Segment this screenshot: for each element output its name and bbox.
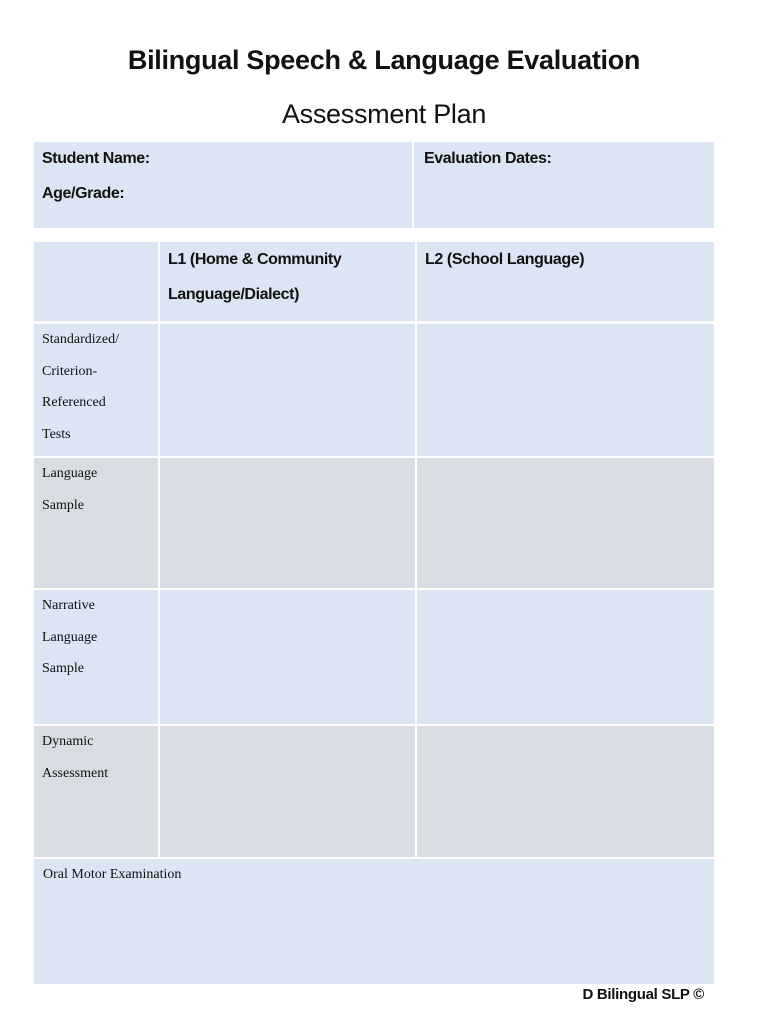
l1-header-line2: Language/Dialect) bbox=[168, 286, 300, 303]
oral-motor-label: Oral Motor Examination bbox=[43, 867, 182, 882]
l1-narrative-cell[interactable] bbox=[160, 590, 415, 724]
table-row-label-cell bbox=[34, 324, 158, 456]
row-label-language-sample bbox=[42, 458, 154, 521]
row-label-line: Tests bbox=[42, 426, 71, 442]
row-label-line: Language bbox=[42, 629, 98, 645]
header-l1-cell bbox=[160, 242, 415, 321]
student-name-label: Student Name: bbox=[42, 150, 150, 167]
l2-dynamic-cell[interactable] bbox=[417, 726, 714, 857]
l2-header: L2 (School Language) bbox=[425, 251, 585, 268]
row-label-line: Sample bbox=[42, 497, 84, 513]
assessment-plan-table bbox=[34, 242, 714, 984]
table-row-label-cell bbox=[34, 458, 158, 588]
row-label-line: Standardized/ bbox=[42, 332, 119, 347]
footer-credit: D Bilingual SLP © bbox=[582, 986, 704, 1003]
header-l2-cell bbox=[417, 242, 714, 321]
row-label-line: Language bbox=[42, 466, 98, 481]
row-label-line: Assessment bbox=[42, 765, 109, 781]
evaluation-dates-label: Evaluation Dates: bbox=[424, 150, 552, 167]
l1-dynamic-cell[interactable] bbox=[160, 726, 415, 857]
oral-motor-cell[interactable] bbox=[34, 859, 714, 984]
student-info-box bbox=[34, 142, 714, 228]
l2-narrative-cell[interactable] bbox=[417, 590, 714, 724]
l1-language-sample-cell[interactable] bbox=[160, 458, 415, 588]
row-label-line: Criterion- bbox=[42, 363, 98, 379]
row-label-standardized bbox=[42, 324, 154, 450]
table-row-label-cell bbox=[34, 726, 158, 857]
l2-standardized-cell[interactable] bbox=[417, 324, 714, 456]
page-title: Bilingual Speech & Language Evaluation bbox=[127, 45, 641, 75]
page-subtitle: Assessment Plan bbox=[281, 99, 487, 129]
l2-language-sample-cell[interactable] bbox=[417, 458, 714, 588]
row-label-line: Sample bbox=[42, 661, 84, 676]
row-label-dynamic bbox=[42, 726, 154, 789]
age-grade-label: Age/Grade: bbox=[42, 185, 125, 202]
row-label-line: Referenced bbox=[42, 395, 106, 410]
header-corner-cell bbox=[34, 242, 158, 321]
l1-standardized-cell[interactable] bbox=[160, 324, 415, 456]
student-info-left bbox=[34, 142, 414, 228]
row-label-narrative bbox=[42, 590, 154, 685]
table-row-label-cell bbox=[34, 590, 158, 724]
row-label-line: Narrative bbox=[42, 598, 95, 613]
l1-header-line1: L1 (Home & Community bbox=[168, 251, 342, 268]
row-label-line: Dynamic bbox=[42, 734, 94, 749]
